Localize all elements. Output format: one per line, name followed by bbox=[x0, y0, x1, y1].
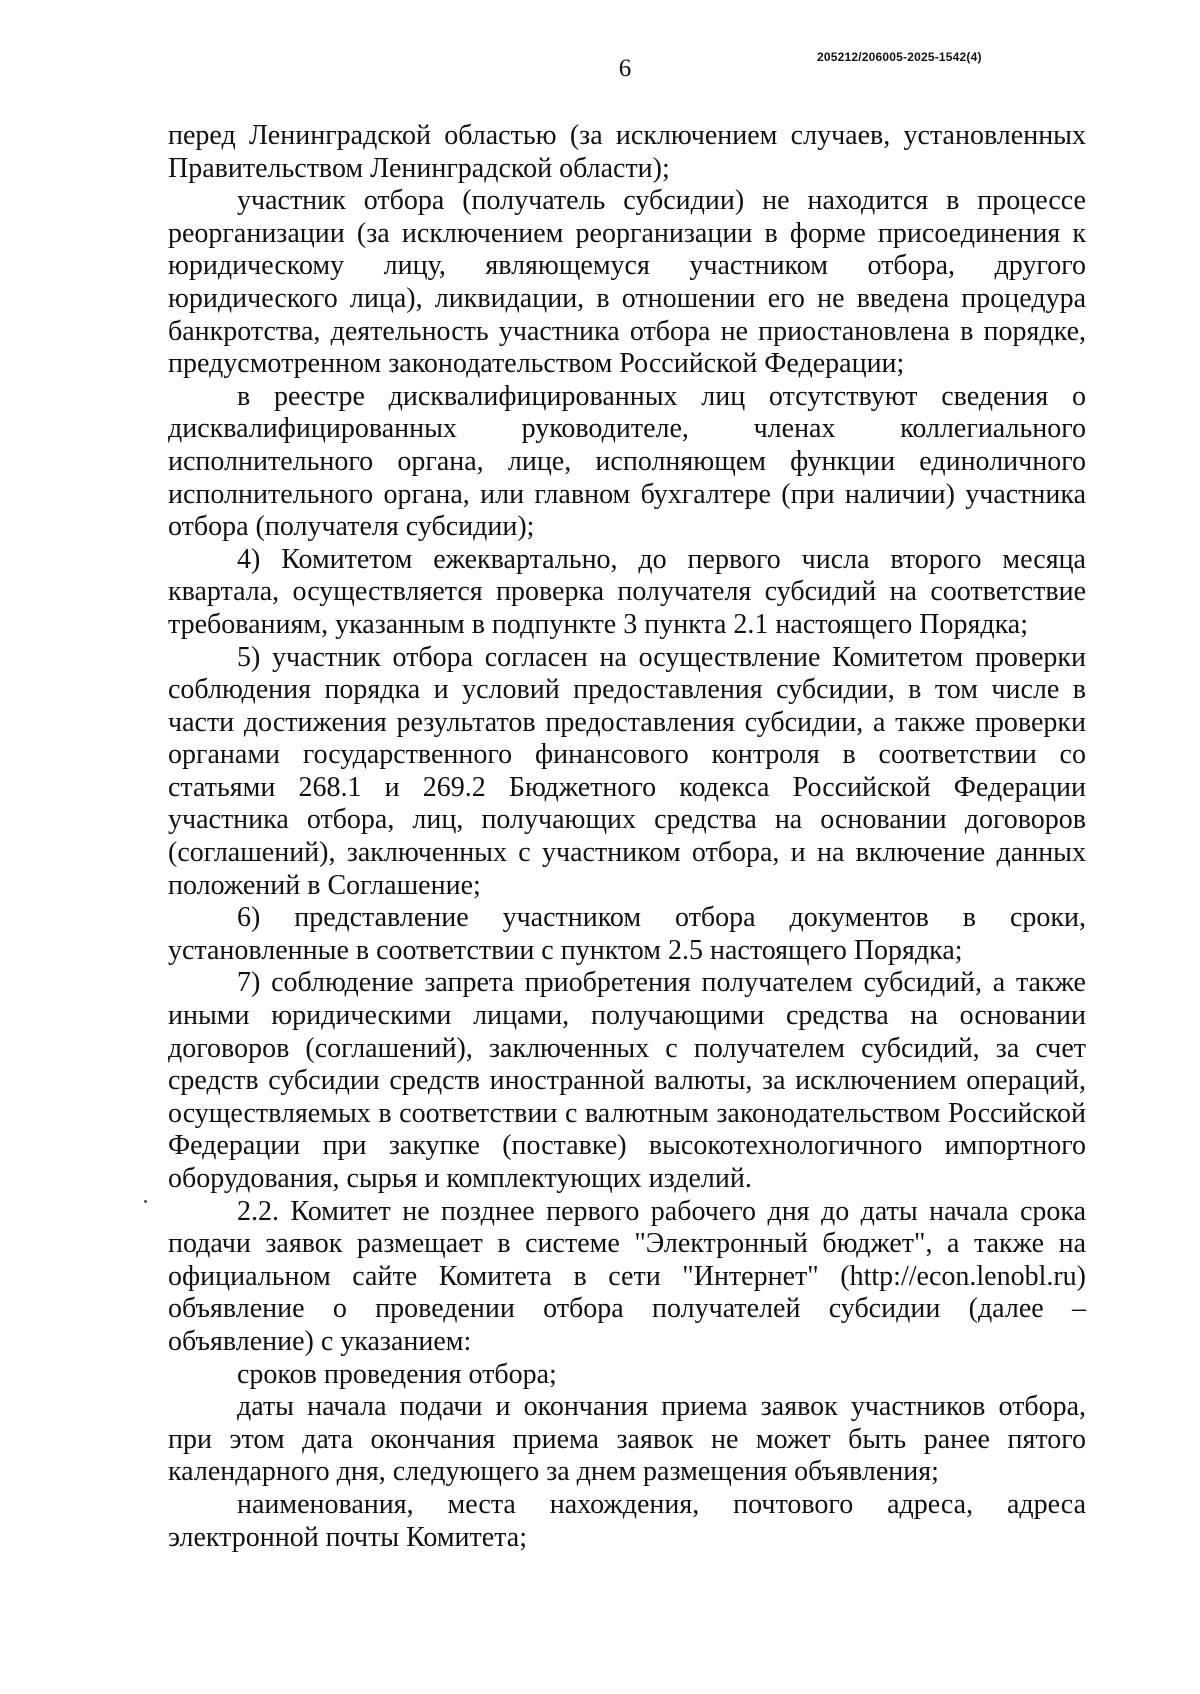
document-body bbox=[168, 120, 1086, 1554]
paragraph-section-2-2: 2.2. Комитет не позднее первого рабочего дня до даты начала срока подачи заявок размещает в системе "Электронный бюджет", а также на официальном сайте Комитета в сети "Интернет" (http://econ.lenobl.ru) объявление о проведении отбора получателей субсидии (далее – объявление) с указанием: bbox=[168, 1195, 1086, 1357]
page-number: 6 bbox=[618, 55, 632, 82]
paragraph-item-4: 4) Комитетом ежеквартально, до первого числа второго месяца квартала, осуществляется проверка получателя субсидий на соответствие требованиям, указанным в подпункте 3 пункта 2.1 настоящего Порядка; bbox=[168, 543, 1086, 640]
paragraph-committee-contact-details: наименования, места нахождения, почтового адреса, адреса электронной почты Комитета; bbox=[168, 1488, 1086, 1553]
paragraph-disqualified-persons-requirement: в реестре дисквалифицированных лиц отсутствуют сведения о дисквалифицированных руководителе, членах коллегиального исполнительного органа, лице, исполняющем функции единоличного исполнительного органа, или главном бухгалтере (при наличии) участника отбора (получателя субсидии); bbox=[168, 380, 1086, 543]
paragraph-selection-period: сроков проведения отбора; bbox=[237, 1358, 557, 1390]
document-code: 205212/206005-2025-1542(4) bbox=[817, 50, 982, 64]
paragraph-continuation: перед Ленинградской областью (за исключением случаев, установленных Правительством Ленинградской области); bbox=[168, 120, 1086, 184]
paragraph-reorganization-requirement: участник отбора (получатель субсидии) не находится в процессе реорганизации (за исключением реорганизации в форме присоединения к юридическому лицу, являющемуся участником отбора, другого юридического лица), ликвидации, в отношении его не введена процедура банкротства, деятельность участника отбора не приостановлена в порядке, предусмотренном законодательством Российской Федерации; bbox=[168, 185, 1086, 380]
paragraph-item-6: 6) представление участником отбора документов в сроки, установленные в соответствии с пунктом 2.5 настоящего Порядка; bbox=[168, 902, 1086, 966]
scan-mark bbox=[144, 1200, 147, 1203]
paragraph-item-5: 5) участник отбора согласен на осуществление Комитетом проверки соблюдения порядка и условий предоставления субсидии, в том числе в части достижения результатов предоставления субсидии, а также проверки органами государственного финансового контроля в соответствии со статьями 268.1 и 269.2 Бюджетного кодекса Российской Федерации участника отбора, лиц, получающих средства на основании договоров (соглашений), заключенных с участником отбора, и на включение данных положений в Соглашение; bbox=[168, 641, 1086, 901]
paragraph-application-dates: даты начала подачи и окончания приема заявок участников отбора, при этом дата окончания приема заявок не может быть ранее пятого календарного дня, следующего за днем размещения объявления; bbox=[168, 1391, 1086, 1488]
paragraph-item-7: 7) соблюдение запрета приобретения получателем субсидий, а также иными юридическими лицами, получающими средства на основании договоров (соглашений), заключенных с получателем субсидий, за счет средств субсидии средств иностранной валюты, за исключением операций, осуществляемых в соответствии с валютным законодательством Российской Федерации при закупке (поставке) высокотехнологичного импортного оборудования, сырья и комплектующих изделий. bbox=[168, 967, 1086, 1194]
